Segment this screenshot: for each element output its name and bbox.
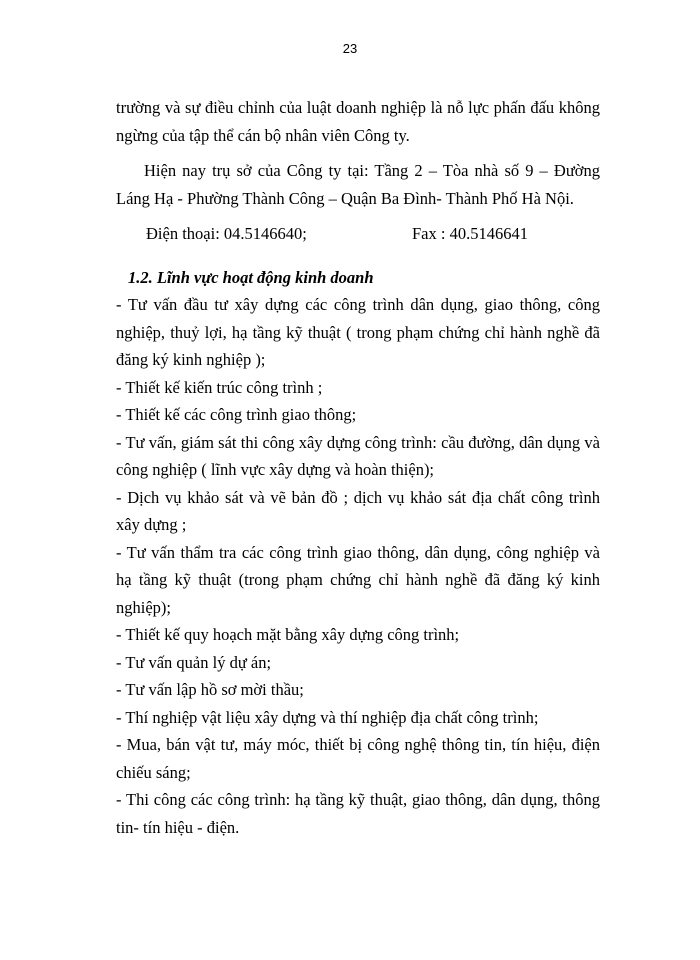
list-item: - Thí nghiệp vật liệu xây dựng và thí nghiệp địa chất công trình; — [116, 707, 539, 727]
section-heading: 1.2. Lĩnh vực hoạt động kinh doanh — [128, 267, 374, 287]
paragraph-intro-continuation: trường và sự điều chỉnh của luật doanh nghiệp là nỗ lực phấn đấu không ngừng của tập thể cán bộ nhân viên Công ty. — [116, 98, 600, 145]
fax-number: Fax : 40.5146641 — [412, 224, 528, 243]
document-body — [116, 94, 600, 841]
phone-number: Điện thoại: 04.5146640; — [146, 224, 307, 243]
paragraph-headquarters: Hiện nay trụ sở của Công ty tại: Tầng 2 – Tòa nhà số 9 – Đường Láng Hạ - Phường Thành Công – Quận Ba Đình- Thành Phố Hà Nội. — [116, 161, 600, 208]
list-item: - Tư vấn quản lý dự án; — [116, 652, 272, 672]
list-item: - Tư vấn lập hồ sơ mời thầu; — [116, 680, 304, 699]
list-item: - Dịch vụ khảo sát và vẽ bản đồ ; dịch vụ khảo sát địa chất công trình xây dựng ; — [116, 487, 600, 534]
list-item: - Thiết kế quy hoạch mặt bằng xây dựng công trình; — [116, 625, 460, 644]
page-number: 23 — [342, 41, 358, 56]
list-item: - Thiết kế kiến trúc công trình ; — [116, 377, 323, 397]
list-item: - Tư vấn đầu tư xây dựng các công trình dân dụng, giao thông, công nghiệp, thuỷ lợi, hạ tầng kỹ thuật ( trong phạm chứng chỉ hành nghề đã đăng ký kinh nghiệp ); — [116, 295, 600, 369]
list-item: - Thiết kế các công trình giao thông; — [116, 405, 357, 424]
list-item: - Tư vấn, giám sát thi công xây dựng công trình: cầu đường, dân dụng và công nghiệp ( lĩnh vực xây dựng và hoàn thiện); — [116, 432, 600, 479]
list-item: - Mua, bán vật tư, máy móc, thiết bị công nghệ thông tin, tín hiệu, điện chiếu sáng; — [116, 735, 600, 782]
list-item: - Thi công các công trình: hạ tầng kỹ thuật, giao thông, dân dụng, thông tin- tín hiệu - điện. — [116, 790, 600, 837]
contact-line — [116, 220, 600, 248]
business-list — [116, 291, 600, 841]
list-item: - Tư vấn thẩm tra các công trình giao thông, dân dụng, công nghiệp và hạ tầng kỹ thuật (trong phạm chứng chỉ hành nghề đã đăng ký kinh nghiệp); — [116, 542, 600, 617]
